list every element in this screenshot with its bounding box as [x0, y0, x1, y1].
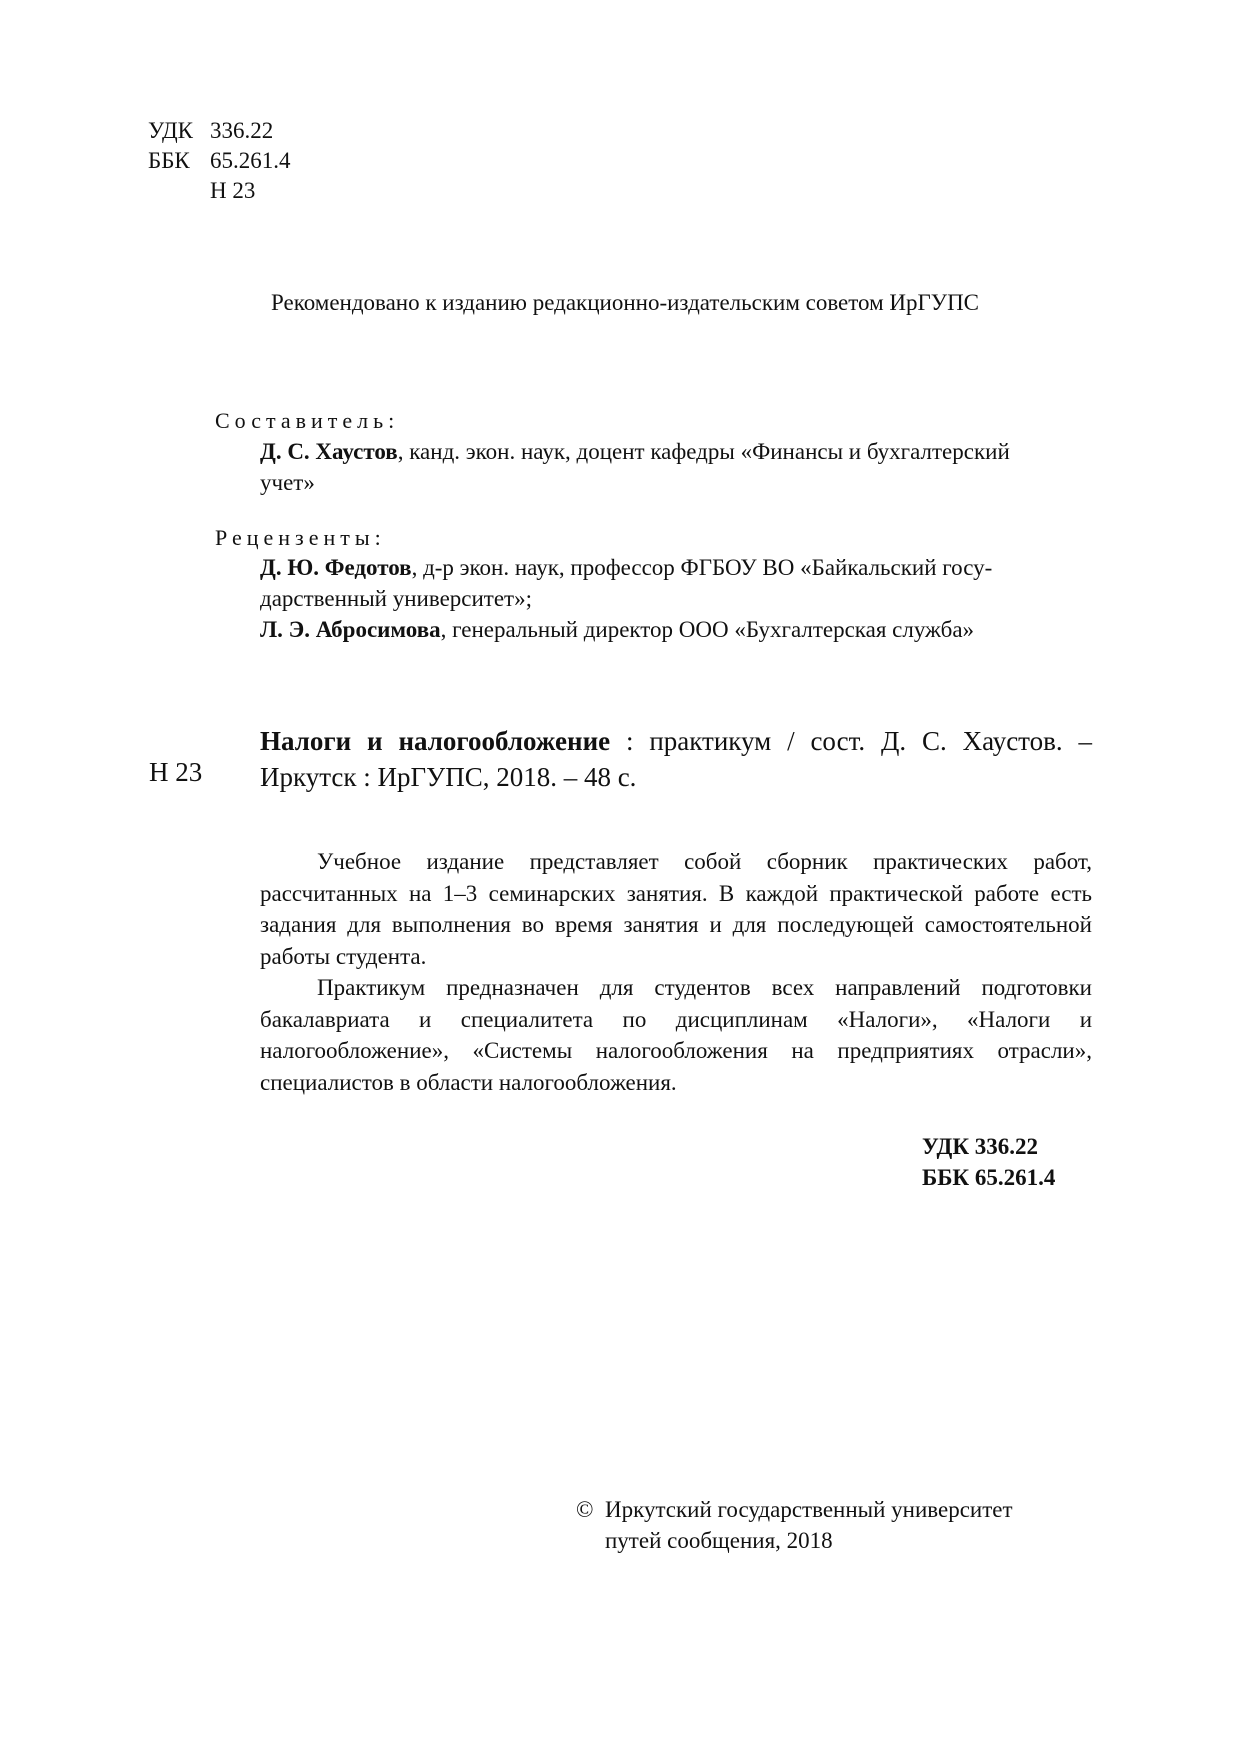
author-mark: Н 23	[210, 178, 256, 203]
bbk-code: ББК 65.261.4	[922, 1165, 1056, 1190]
annotation-paragraph-2: Практикум предназначен для студентов всех направлений подготовки бакалавриата и специалитета по дисциплинам «Налоги», «Налоги и налогообложение», «Системы налогообложения на предприятиях отрасли», специалистов в области налогообложения.	[260, 975, 1092, 1095]
annotation	[260, 846, 1092, 1098]
udk-label: УДК	[148, 118, 193, 143]
classification-codes-footer	[922, 1131, 1055, 1193]
compiler-line-1: Д. С. Хаустов, канд. экон. наук, доцент кафедры «Финансы и бухгалтерский	[260, 439, 1010, 464]
compiler-info	[260, 436, 1092, 498]
reviewer-1-name: Д. Ю. Федотов	[260, 555, 412, 580]
bbk-value: 65.261.4	[210, 148, 291, 173]
bibliographic-line-1: Налоги и налогообложение : практикум / сост. Д. С. Хаустов. –	[260, 726, 1092, 756]
copyright-symbol: ©	[576, 1497, 594, 1522]
udk-code: УДК 336.22	[922, 1134, 1039, 1159]
publication-recommendation: Рекомендовано к изданию редакционно-издательским советом ИрГУПС	[271, 290, 980, 315]
bbk-label: ББК	[148, 148, 190, 173]
reviewers-info	[260, 552, 1092, 645]
bibliographic-description	[260, 723, 1092, 795]
catalog-card-code: Н 23	[149, 757, 203, 787]
book-title: Налоги и налогообложение	[260, 726, 611, 756]
reviewer-1-line-1: Д. Ю. Федотов, д-р экон. наук, профессор ФГБОУ ВО «Байкальский госу-	[260, 555, 993, 580]
copyright-line-2: путей сообщения, 2018	[605, 1528, 833, 1553]
compiler-name: Д. С. Хаустов	[260, 439, 398, 464]
reviewer-1-line-2: дарственный университет»;	[260, 586, 533, 611]
author-mark-row	[148, 176, 291, 206]
copyright-line-1: © Иркутский государственный университет	[576, 1494, 1013, 1525]
bibliographic-line-2: Иркутск : ИрГУПС, 2018. – 48 с.	[260, 762, 637, 792]
reviewer-2-line: Л. Э. Абросимова, генеральный директор ООО «Бухгалтерская служба»	[260, 617, 975, 642]
copyright-notice	[576, 1494, 1013, 1556]
compiler-label: Составитель:	[215, 408, 400, 433]
bbk-row	[148, 146, 291, 176]
classification-codes-header	[148, 116, 291, 206]
reviewer-2-name: Л. Э. Абросимова	[260, 617, 441, 642]
udk-value: 336.22	[210, 118, 274, 143]
reviewers-label: Рецензенты:	[215, 525, 386, 550]
annotation-paragraph-1: Учебное издание представляет собой сборник практических работ, рассчитанных на 1–3 семинарских занятия. В каждой практической работе есть задания для выполнения во время занятия и для последующей самостоятельной работы студента.	[260, 849, 1092, 969]
udk-row	[148, 116, 291, 146]
compiler-line-2: учет»	[260, 470, 315, 495]
